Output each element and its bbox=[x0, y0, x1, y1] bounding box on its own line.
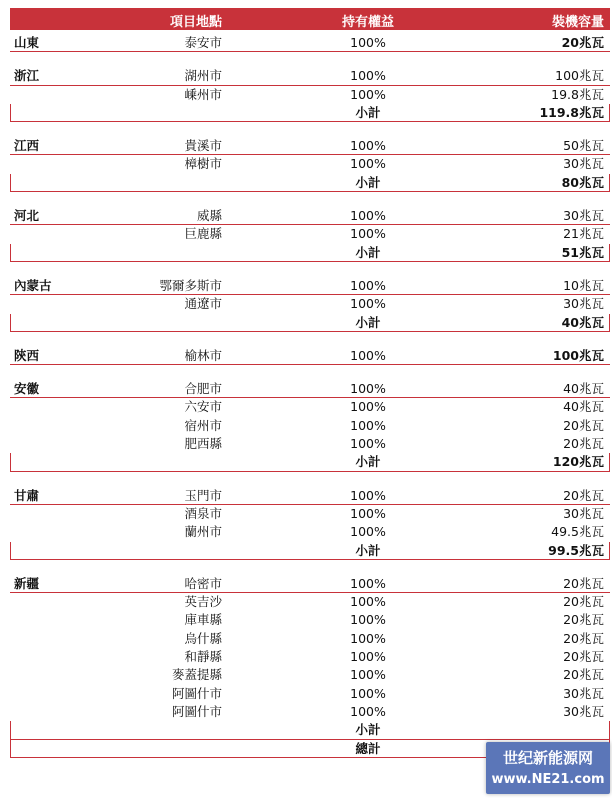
location-cell: 泰安市 bbox=[184, 35, 222, 50]
ownership-cell: 100% bbox=[350, 575, 386, 591]
ownership-cell: 100% bbox=[350, 436, 386, 452]
province-name: 內蒙古 bbox=[14, 277, 52, 293]
ownership-cell: 100% bbox=[350, 417, 386, 433]
table-row bbox=[10, 380, 610, 398]
location-cell: 哈密市 bbox=[184, 575, 222, 591]
capacity-cell: 40兆瓦 bbox=[563, 399, 604, 415]
province-name: 浙江 bbox=[14, 68, 40, 84]
capacity-cell: 19.8兆瓦 bbox=[551, 86, 604, 102]
location-cell: 貴溪市 bbox=[184, 138, 222, 154]
subtotal-value: 119.8兆瓦 bbox=[539, 104, 604, 120]
table-header bbox=[10, 8, 610, 30]
capacity-cell: 30兆瓦 bbox=[563, 208, 604, 224]
capacity-cell: 20兆瓦 bbox=[563, 630, 604, 646]
subtotal-value: 51兆瓦 bbox=[561, 244, 604, 260]
province-name: 甘肅 bbox=[14, 487, 40, 503]
subtotal-label: 小計 bbox=[355, 314, 381, 330]
capacity-table-page bbox=[10, 8, 610, 758]
table-row bbox=[10, 630, 610, 648]
capacity-cell: 20兆瓦 bbox=[563, 487, 604, 503]
capacity-table bbox=[10, 34, 610, 758]
ownership-cell: 100% bbox=[350, 381, 386, 397]
ownership-cell: 100% bbox=[350, 86, 386, 102]
table-row bbox=[10, 575, 610, 593]
location-cell: 六安市 bbox=[184, 399, 222, 415]
capacity-cell: 50兆瓦 bbox=[563, 138, 604, 154]
ownership-cell: 100% bbox=[350, 703, 386, 719]
table-row bbox=[10, 593, 610, 611]
table-row bbox=[10, 277, 610, 295]
capacity-cell: 20兆瓦 bbox=[561, 35, 604, 50]
province-name: 陝西 bbox=[14, 347, 40, 363]
location-cell: 威縣 bbox=[196, 208, 222, 224]
subtotal-label: 小計 bbox=[355, 244, 381, 260]
location-cell: 英吉沙 bbox=[184, 594, 222, 610]
table-row bbox=[10, 703, 610, 721]
header-capacity: 裝機容量 bbox=[551, 15, 604, 30]
header-location: 項目地點 bbox=[170, 15, 223, 30]
capacity-cell: 10兆瓦 bbox=[563, 277, 604, 293]
ownership-cell: 100% bbox=[350, 594, 386, 610]
site-watermark bbox=[486, 742, 610, 794]
ownership-cell: 100% bbox=[350, 347, 386, 363]
table-row bbox=[10, 34, 610, 52]
total-label: 總計 bbox=[355, 740, 381, 756]
subtotal-row bbox=[10, 453, 610, 471]
capacity-cell: 20兆瓦 bbox=[563, 575, 604, 591]
location-cell: 蘭州市 bbox=[184, 524, 222, 540]
subtotal-label: 小計 bbox=[355, 104, 381, 120]
ownership-cell: 100% bbox=[350, 68, 386, 84]
capacity-cell: 30兆瓦 bbox=[563, 156, 604, 172]
ownership-cell: 100% bbox=[350, 612, 386, 628]
watermark-title: 世纪新能源网 bbox=[502, 749, 593, 767]
group-gap bbox=[10, 560, 610, 575]
location-cell: 榆林市 bbox=[184, 347, 222, 363]
subtotal-row bbox=[10, 721, 610, 739]
subtotal-label: 小計 bbox=[355, 174, 381, 190]
location-cell: 通遼市 bbox=[184, 296, 222, 312]
subtotal-row bbox=[10, 104, 610, 122]
group-gap bbox=[10, 192, 610, 207]
province-name: 河北 bbox=[14, 208, 40, 224]
subtotal-row bbox=[10, 244, 610, 262]
location-cell: 阿圖什市 bbox=[171, 703, 222, 719]
capacity-cell: 20兆瓦 bbox=[563, 612, 604, 628]
capacity-cell: 20兆瓦 bbox=[563, 436, 604, 452]
table-row bbox=[10, 648, 610, 666]
capacity-cell: 20兆瓦 bbox=[563, 649, 604, 665]
ownership-cell: 100% bbox=[350, 505, 386, 521]
capacity-cell: 30兆瓦 bbox=[563, 296, 604, 312]
subtotal-value: 40兆瓦 bbox=[561, 314, 604, 330]
table-row bbox=[10, 487, 610, 505]
ownership-cell: 100% bbox=[350, 630, 386, 646]
subtotal-label: 小計 bbox=[355, 542, 381, 558]
table-row bbox=[10, 225, 610, 243]
ownership-cell: 100% bbox=[350, 487, 386, 503]
location-cell: 肥西縣 bbox=[184, 436, 222, 452]
location-cell: 玉門市 bbox=[184, 487, 222, 503]
capacity-cell: 30兆瓦 bbox=[563, 505, 604, 521]
table-row bbox=[10, 435, 610, 453]
group-gap bbox=[10, 262, 610, 277]
location-cell: 樟樹市 bbox=[184, 156, 222, 172]
subtotal-label: 小計 bbox=[355, 722, 381, 738]
table-row bbox=[10, 347, 610, 365]
capacity-cell: 20兆瓦 bbox=[563, 594, 604, 610]
location-cell: 嵊州市 bbox=[184, 86, 222, 102]
location-cell: 湖州市 bbox=[184, 68, 222, 84]
subtotal-row bbox=[10, 314, 610, 332]
subtotal-row bbox=[10, 542, 610, 560]
subtotal-row bbox=[10, 174, 610, 192]
subtotal-value: 99.5兆瓦 bbox=[548, 542, 604, 558]
capacity-cell: 100兆瓦 bbox=[552, 347, 604, 363]
ownership-cell: 100% bbox=[350, 277, 386, 293]
subtotal-value: 80兆瓦 bbox=[561, 174, 604, 190]
table-row bbox=[10, 295, 610, 313]
table-row bbox=[10, 523, 610, 541]
ownership-cell: 100% bbox=[350, 296, 386, 312]
province-name: 安徽 bbox=[14, 381, 40, 397]
location-cell: 巨鹿縣 bbox=[184, 226, 222, 242]
capacity-cell: 20兆瓦 bbox=[563, 417, 604, 433]
group-gap bbox=[10, 332, 610, 347]
ownership-cell: 100% bbox=[350, 685, 386, 701]
subtotal-label: 小計 bbox=[355, 454, 381, 470]
capacity-cell: 30兆瓦 bbox=[563, 703, 604, 719]
table-row bbox=[10, 137, 610, 155]
group-gap bbox=[10, 472, 610, 487]
capacity-cell: 100兆瓦 bbox=[555, 68, 604, 84]
location-cell: 和靜縣 bbox=[184, 649, 222, 665]
location-cell: 鄂爾多斯市 bbox=[159, 277, 222, 293]
province-name: 山東 bbox=[14, 35, 40, 50]
group-gap bbox=[10, 365, 610, 380]
subtotal-value: 120兆瓦 bbox=[552, 454, 604, 470]
ownership-cell: 100% bbox=[350, 156, 386, 172]
capacity-cell: 30兆瓦 bbox=[563, 685, 604, 701]
table-row bbox=[10, 611, 610, 629]
ownership-cell: 100% bbox=[350, 208, 386, 224]
ownership-cell: 100% bbox=[350, 649, 386, 665]
header-ownership: 持有權益 bbox=[341, 15, 394, 30]
group-gap bbox=[10, 52, 610, 67]
province-name: 江西 bbox=[14, 138, 40, 154]
capacity-cell: 21兆瓦 bbox=[563, 226, 604, 242]
table-row bbox=[10, 67, 610, 85]
table-row bbox=[10, 685, 610, 703]
capacity-cell: 49.5兆瓦 bbox=[551, 524, 604, 540]
ownership-cell: 100% bbox=[350, 226, 386, 242]
location-cell: 酒泉市 bbox=[184, 505, 222, 521]
group-gap bbox=[10, 122, 610, 137]
ownership-cell: 100% bbox=[350, 524, 386, 540]
province-name: 新疆 bbox=[14, 575, 40, 591]
location-cell: 庫車縣 bbox=[184, 612, 222, 628]
ownership-cell: 100% bbox=[350, 35, 386, 50]
location-cell: 阿圖什市 bbox=[171, 685, 222, 701]
capacity-cell: 40兆瓦 bbox=[563, 381, 604, 397]
location-cell: 合肥市 bbox=[184, 381, 222, 397]
location-cell: 麥蓋提縣 bbox=[171, 667, 222, 683]
table-row bbox=[10, 155, 610, 173]
table-row bbox=[10, 505, 610, 523]
table-row bbox=[10, 398, 610, 416]
table-row bbox=[10, 666, 610, 684]
location-cell: 烏什縣 bbox=[184, 630, 222, 646]
ownership-cell: 100% bbox=[350, 667, 386, 683]
ownership-cell: 100% bbox=[350, 138, 386, 154]
ownership-cell: 100% bbox=[350, 399, 386, 415]
table-row bbox=[10, 207, 610, 225]
table-row bbox=[10, 417, 610, 435]
table-row bbox=[10, 86, 610, 104]
location-cell: 宿州市 bbox=[184, 417, 222, 433]
capacity-cell: 20兆瓦 bbox=[563, 667, 604, 683]
watermark-url: www.NE21.com bbox=[491, 772, 605, 787]
